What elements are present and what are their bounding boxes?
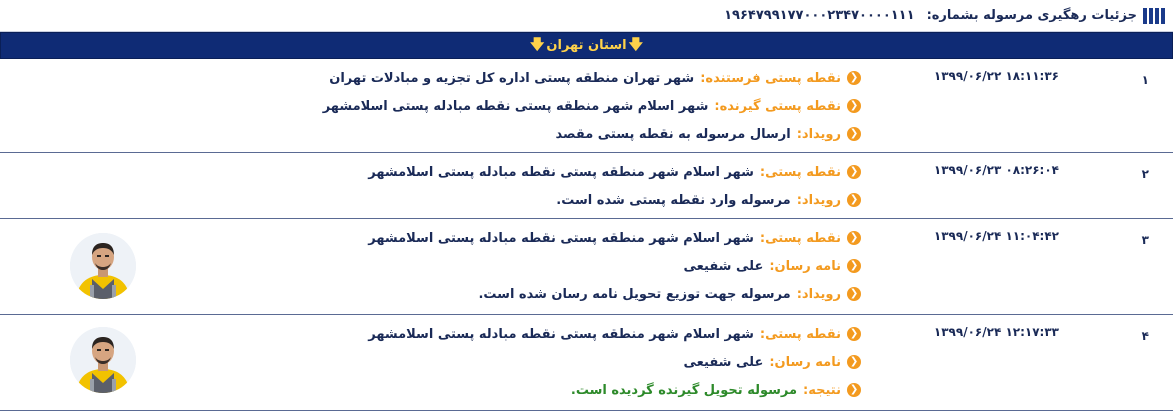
row-details <box>323 69 861 143</box>
province-header <box>0 32 1173 59</box>
detail-value: ارسال مرسوله به نقطه پستی مقصد <box>555 126 791 142</box>
courier-avatar <box>70 327 136 393</box>
province-label-group <box>530 34 643 58</box>
detail-line <box>323 69 861 87</box>
circle-arrow-left-icon: ❮ <box>847 99 861 113</box>
row-datetime: ۰۸:۲۶:۰۴ ۱۳۹۹/۰۶/۲۳ <box>933 163 1059 177</box>
circle-arrow-left-icon: ❮ <box>847 193 861 207</box>
detail-value: شهر اسلام شهر منطقه پستی نقطه مبادله پستی اسلامشهر <box>368 164 754 180</box>
detail-line <box>368 285 861 303</box>
detail-value: مرسوله جهت توزیع تحویل نامه رسان شده است. <box>478 286 791 302</box>
detail-key: رویداد: <box>796 126 841 142</box>
circle-arrow-left-icon: ❮ <box>847 231 861 245</box>
detail-line <box>368 229 861 247</box>
detail-line <box>368 257 861 275</box>
title-bar <box>0 0 1173 32</box>
detail-value: شهر اسلام شهر منطقه پستی نقطه مبادله پستی اسلامشهر <box>322 98 709 114</box>
detail-value: مرسوله وارد نقطه پستی شده است. <box>556 192 791 208</box>
detail-key: نقطه پستی: <box>759 164 841 180</box>
detail-key: نقطه پستی: <box>759 326 841 342</box>
table-row <box>0 153 1173 219</box>
circle-arrow-left-icon: ❮ <box>847 383 861 397</box>
detail-value: شهر اسلام شهر منطقه پستی نقطه مبادله پستی اسلامشهر <box>368 230 754 246</box>
detail-line <box>323 125 861 143</box>
row-details <box>368 163 861 209</box>
detail-value: شهر تهران منطقه پستی اداره کل تجزیه و مبادلات تهران <box>329 70 695 86</box>
detail-key: نامه رسان: <box>769 258 841 274</box>
detail-line <box>368 353 861 371</box>
page-title: جزئیات رهگیری مرسوله بشماره: <box>926 8 1137 23</box>
circle-arrow-left-icon: ❮ <box>847 127 861 141</box>
detail-value: علی شفیعی <box>683 258 764 274</box>
arrow-down-icon: 🡇 <box>628 36 643 53</box>
detail-key: رویداد: <box>796 286 841 302</box>
circle-arrow-left-icon: ❮ <box>847 71 861 85</box>
table-row <box>0 219 1173 315</box>
row-index: ۴ <box>1141 329 1149 343</box>
row-index: ۲ <box>1141 167 1149 181</box>
detail-key: نقطه پستی گیرنده: <box>714 98 841 114</box>
row-index: ۳ <box>1141 233 1149 247</box>
province-label: استان تهران <box>546 38 627 53</box>
row-details <box>368 325 861 399</box>
arrow-down-icon: 🡇 <box>530 36 545 53</box>
table-row <box>0 59 1173 153</box>
detail-line <box>368 163 861 181</box>
detail-value: شهر اسلام شهر منطقه پستی نقطه مبادله پستی اسلامشهر <box>368 326 754 342</box>
detail-key: نقطه پستی فرستنده: <box>700 70 841 86</box>
circle-arrow-left-icon: ❮ <box>847 259 861 273</box>
detail-line <box>368 325 861 343</box>
barcode-icon <box>1143 8 1165 24</box>
row-datetime: ۱۱:۰۴:۴۲ ۱۳۹۹/۰۶/۲۴ <box>933 229 1059 243</box>
circle-arrow-left-icon: ❮ <box>847 165 861 179</box>
detail-key: نامه رسان: <box>769 354 841 370</box>
tracking-number: ۱۹۶۴۷۹۹۱۷۷۰۰۰۲۳۴۷۰۰۰۰۱۱۱ <box>724 8 915 23</box>
row-details <box>368 229 861 303</box>
table-row <box>0 315 1173 411</box>
detail-key: نتیجه: <box>803 382 841 398</box>
circle-arrow-left-icon: ❮ <box>847 287 861 301</box>
courier-avatar <box>70 233 136 299</box>
circle-arrow-left-icon: ❮ <box>847 355 861 369</box>
circle-arrow-left-icon: ❮ <box>847 327 861 341</box>
detail-key: نقطه پستی: <box>759 230 841 246</box>
row-datetime: ۱۸:۱۱:۳۶ ۱۳۹۹/۰۶/۲۲ <box>933 69 1059 83</box>
detail-value: علی شفیعی <box>683 354 764 370</box>
detail-value: مرسوله تحویل گیرنده گردیده است. <box>570 382 798 398</box>
row-index: ۱ <box>1141 73 1149 87</box>
detail-line <box>323 97 861 115</box>
detail-key: رویداد: <box>796 192 841 208</box>
row-datetime: ۱۲:۱۷:۳۳ ۱۳۹۹/۰۶/۲۴ <box>933 325 1059 339</box>
detail-line <box>368 191 861 209</box>
detail-line <box>368 381 861 399</box>
